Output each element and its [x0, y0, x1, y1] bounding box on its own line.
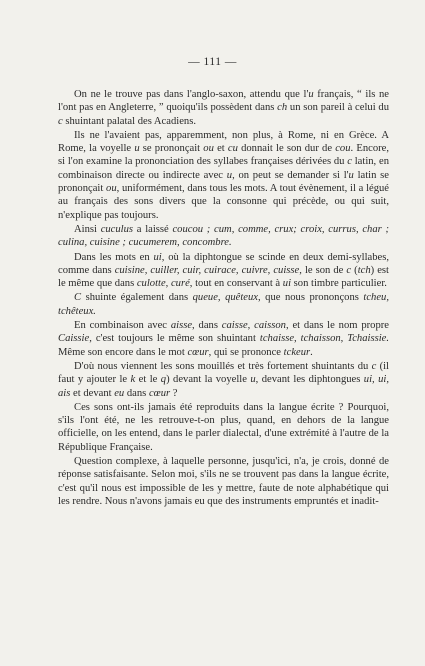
italic-text: ui — [153, 251, 162, 263]
text-run: En combinaison avec — [74, 320, 171, 332]
italic-text: u — [308, 89, 314, 100]
italic-text: cœur — [187, 346, 209, 358]
text-run: shuinte également dans — [81, 292, 193, 304]
text-run: un son pareil à celui du — [287, 102, 389, 114]
text-run: D'où nous viennent les sons mouillés et très fortement shuintants du — [74, 360, 372, 372]
paragraph — [58, 223, 389, 250]
italic-text: aisse — [170, 320, 193, 332]
text-run: latin, en combinaison directe ou indirecte avec — [58, 156, 389, 181]
text-run: latin se prononçait — [58, 169, 389, 195]
paragraph — [58, 129, 389, 222]
paragraph — [58, 88, 389, 128]
italic-text: ui, ui, ais — [58, 374, 389, 399]
italic-text: u — [250, 374, 256, 386]
text-run: donnait le son dur de — [237, 143, 336, 155]
text-run: Même son encore dans le mot — [58, 346, 188, 358]
text-run: et — [213, 143, 228, 155]
italic-text: C — [74, 292, 82, 304]
italic-text: u — [134, 143, 140, 155]
italic-text: cuculus — [100, 223, 134, 235]
text-run: , dans — [192, 320, 222, 332]
italic-text: k — [130, 374, 136, 386]
italic-text: tcheu, tchêteux. — [58, 292, 389, 317]
body-text — [58, 88, 389, 508]
paragraph — [58, 360, 389, 400]
italic-text: c — [347, 156, 352, 168]
italic-text: cuisine, cuiller, cuir, cuirace, cuivre, cuisse — [114, 264, 300, 276]
text-run: , on peut se demander si l' — [232, 169, 349, 181]
page-number: — 111 — — [188, 56, 237, 68]
text-run: (il faut y ajouter le — [58, 360, 389, 386]
italic-text: culotte, curé — [136, 278, 190, 290]
text-run: , où la diphtongue se scinde en deux demi-syllabes, comme dans — [58, 251, 389, 276]
italic-text: u — [226, 169, 233, 181]
text-run: , et dans le nom propre — [285, 320, 389, 332]
italic-text: cœur — [148, 387, 171, 399]
text-run: ) devant la voyelle — [166, 374, 251, 386]
italic-text: caisse, caisson — [221, 320, 286, 332]
text-run: Dans les mots en — [74, 251, 154, 263]
italic-text: c — [346, 264, 352, 276]
text-run: et devant — [70, 387, 115, 399]
italic-text: queue, quêteux — [192, 292, 259, 304]
paragraph — [58, 251, 389, 291]
italic-text: ch — [277, 102, 288, 114]
text-run: , uniformément, dans tous les mots. A tout évènement, il a légué au français des sons divers que la consonne qui précède, ou qui suit, n'explique pas toujours. — [58, 183, 390, 221]
text-run: , que nous prononçons — [258, 292, 364, 304]
italic-text: u — [348, 169, 354, 181]
text-run: et le — [135, 374, 161, 386]
text-run: Ces sons ont-ils jamais été reproduits dans la langue écrite ? Pourquoi, s'ils l'ont été, ne les retrouve-t-on plus, quand, en dehors de la langue officielle, on les entend, dans le parler dialectal, d'une extrémité à l'autre de la République Française. — [58, 401, 389, 453]
text-run: , devant les diphtongues — [255, 374, 364, 386]
italic-text: cu — [227, 143, 238, 155]
text-run: shuintant palatal des Acadiens. — [62, 115, 196, 127]
italic-text: c — [371, 360, 377, 372]
italic-text: c — [58, 115, 63, 127]
italic-text: eu — [114, 387, 125, 399]
text-run: , le son de — [299, 264, 347, 276]
text-run: On ne le trouve pas dans l'anglo-saxon, attendu que l' — [74, 89, 309, 100]
text-run: . Encore, si l'on examine la prononciation des syllabes françaises dérivées du — [58, 143, 390, 168]
text-run: ( — [351, 264, 358, 276]
text-run: Ils ne l'avaient pas, apparemment, non plus, à Rome, ni en Grèce. A Rome, la voyelle — [58, 129, 389, 155]
text-run: ) est le même que dans — [58, 264, 389, 290]
italic-text: coucou ; cum, comme, crux; croix, currus, char ; culina, cuisine ; cucumerem, concombre. — [58, 223, 389, 249]
text-run: ? — [170, 387, 178, 399]
paragraph — [58, 401, 389, 454]
paragraph — [58, 291, 389, 318]
italic-text: ou — [106, 183, 117, 195]
italic-text: cou — [335, 143, 351, 155]
paragraph — [58, 319, 389, 359]
text-run: français, “ ils ne l'ont pas en Angleterre, ” quoiqu'ils possèdent dans — [58, 89, 390, 114]
text-run: Ainsi — [74, 223, 101, 235]
text-run: , c'est toujours le même son shuintant — [89, 333, 260, 345]
text-run: , tout en conservant à — [189, 278, 283, 290]
text-run: , qui se prononce — [208, 346, 284, 358]
italic-text: ui — [282, 278, 292, 290]
text-run: . — [310, 346, 313, 358]
paragraph — [58, 455, 389, 508]
italic-text: tchaisse, tchaisson, Tchaissie. — [259, 333, 389, 345]
italic-text: q — [160, 374, 167, 386]
italic-text: ou — [203, 143, 214, 155]
text-run: son timbre particulier. — [291, 278, 387, 290]
italic-text: Caissie — [58, 333, 90, 345]
text-run: se prononçait — [139, 143, 204, 155]
text-run: dans — [124, 387, 149, 399]
text-run: Question complexe, à laquelle personne, jusqu'ici, n'a, je crois, donné de réponse satisfaisante. Selon moi, s'ils ne se trouvent pas dans la langue écrite, c'est qu'il nous est impossible de les y mettre, faute de note alphabétique qui les rendre. Nous n'avons jamais eu que des instruments empruntés et inadit- — [58, 456, 389, 507]
italic-text: tckeur — [283, 346, 311, 358]
italic-text: tch — [357, 264, 371, 276]
text-run: a laissé — [133, 223, 173, 235]
